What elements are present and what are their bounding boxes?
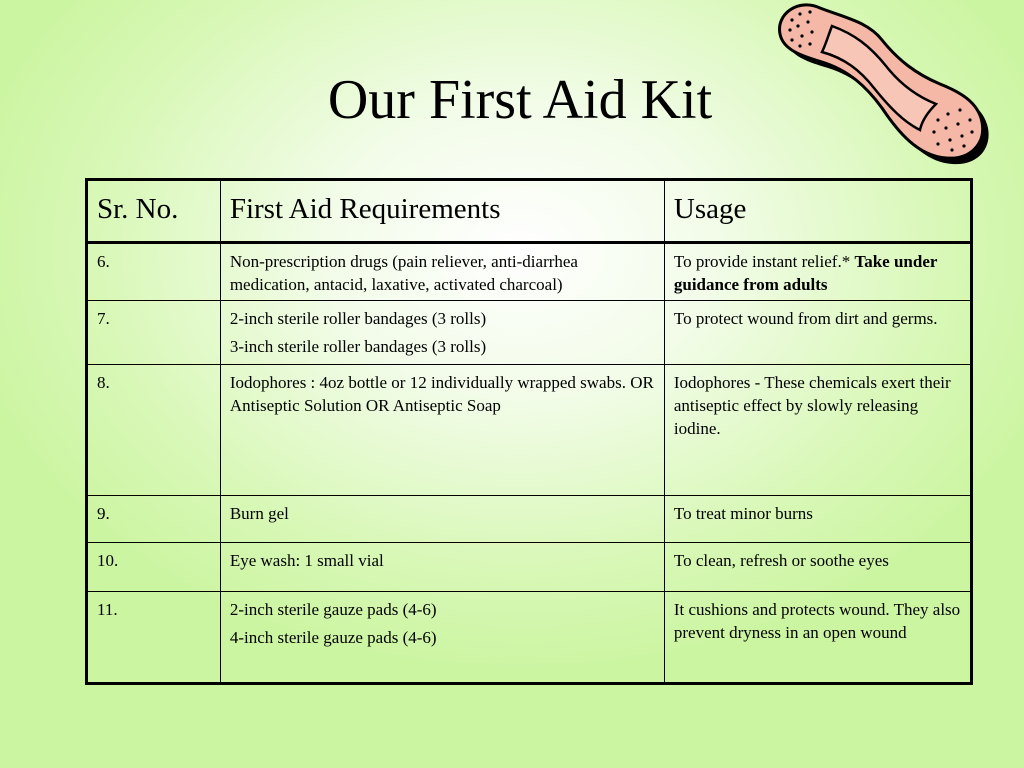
cell-sr-no: 11. [87,592,221,684]
cell-requirements: Burn gel [220,496,664,543]
table-row [87,592,972,684]
requirement-line: 2-inch sterile roller bandages (3 rolls) [229,309,487,328]
cell-usage: To protect wound from dirt and germs. [664,301,971,365]
header-sr-no: Sr. No. [87,180,221,243]
cell-requirements: Eye wash: 1 small vial [220,543,664,592]
cell-requirements: Iodophores : 4oz bottle or 12 individually wrapped swabs. OR Antiseptic Solution OR Antiseptic Soap [220,365,664,496]
usage-text: To provide instant relief.* [673,252,855,271]
first-aid-table [85,178,973,685]
requirement-line: 3-inch sterile roller bandages (3 rolls) [229,337,487,356]
cell-sr-no: 10. [87,543,221,592]
requirement-line: 2-inch sterile gauze pads (4-6) [229,600,437,619]
table-row [87,243,972,301]
cell-usage: Iodophores - These chemicals exert their antiseptic effect by slowly releasing iodine. [664,365,971,496]
cell-sr-no: 9. [87,496,221,543]
cell-usage: To clean, refresh or soothe eyes [664,543,971,592]
header-usage: Usage [664,180,971,243]
table-row [87,301,972,365]
bandage-icon [770,0,1000,175]
cell-usage: To treat minor burns [664,496,971,543]
table-header-row [87,180,972,243]
cell-requirements [220,301,664,365]
cell-usage: It cushions and protects wound. They also prevent dryness in an open wound [664,592,971,684]
table-row [87,543,972,592]
cell-sr-no: 8. [87,365,221,496]
cell-sr-no: 7. [87,301,221,365]
cell-requirements: Non-prescription drugs (pain reliever, anti-diarrhea medication, antacid, laxative, activated charcoal) [220,243,664,301]
header-requirements: First Aid Requirements [220,180,664,243]
cell-requirements [220,592,664,684]
cell-sr-no: 6. [87,243,221,301]
cell-usage [664,243,971,301]
table-row [87,365,972,496]
slide-title: Our First Aid Kit [327,69,713,131]
requirement-line: 4-inch sterile gauze pads (4-6) [229,628,437,647]
table-row [87,496,972,543]
usage-emphasis: Take under guidance from adults [673,252,938,294]
